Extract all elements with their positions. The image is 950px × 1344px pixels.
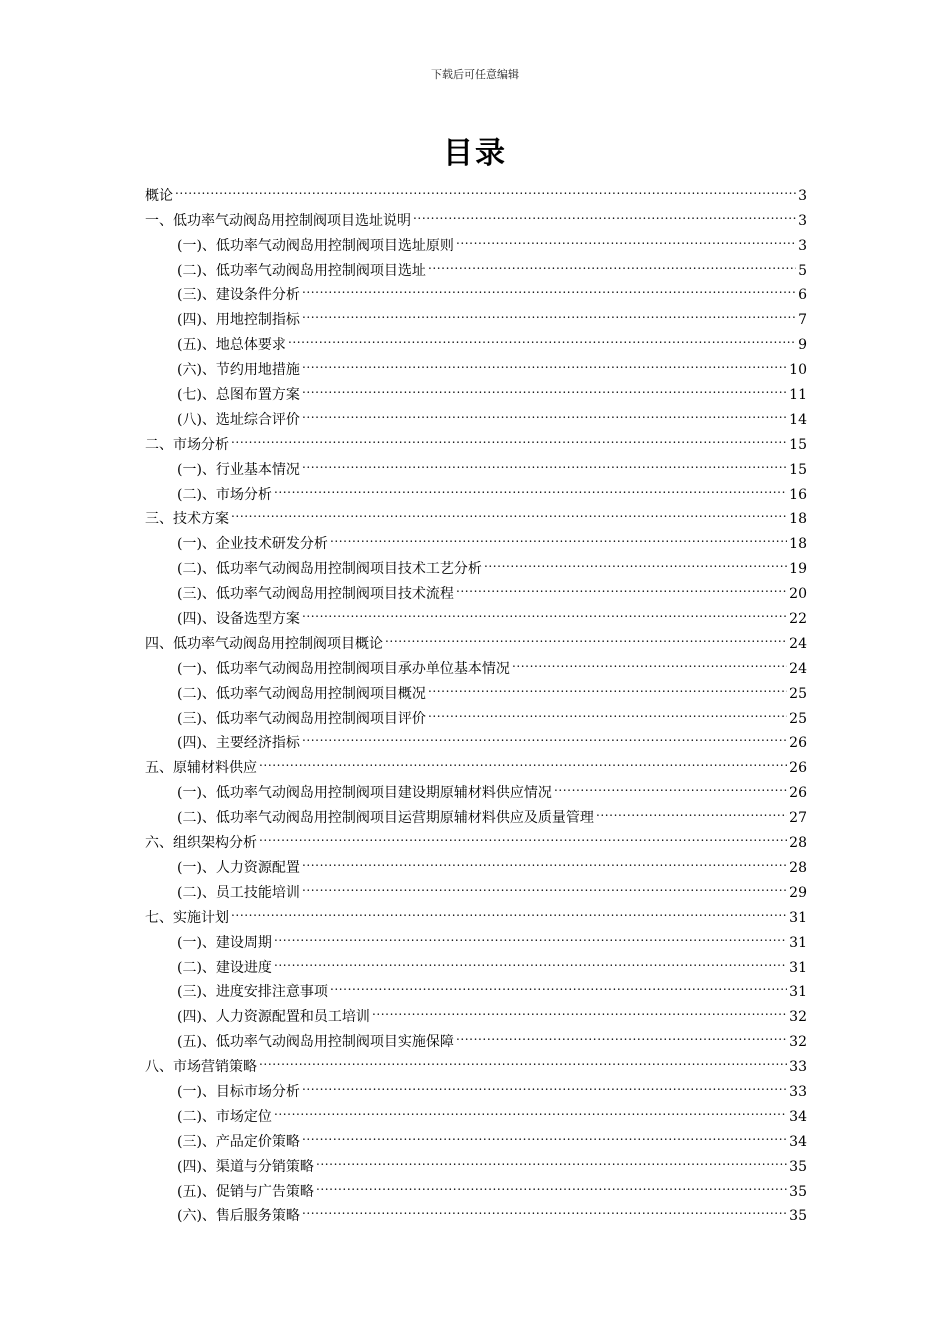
toc-entry-title: (四)、主要经济指标 [177,735,300,752]
toc-entry-title: (二)、低功率气动阀岛用控制阀项目运营期原辅材料供应及质量管理 [177,810,594,827]
toc-entry-title: (四)、渠道与分销策略 [177,1158,314,1175]
toc-leader-dots [302,349,787,374]
toc-entry-page: 3 [798,212,807,229]
toc-entry-page: 16 [789,486,807,503]
toc-entry-page: 26 [789,760,807,777]
toc-entry-title: (一)、建设周期 [177,934,272,951]
toc-leader-dots [372,996,787,1021]
toc-entry-title: (四)、人力资源配置和员工培训 [177,1009,370,1026]
toc-leader-dots [428,698,787,723]
toc-entry[interactable] [145,200,807,229]
toc-entry-page: 31 [789,959,807,976]
toc-entry-title: (二)、低功率气动阀岛用控制阀项目技术工艺分析 [177,561,482,578]
toc-entry-page: 9 [798,337,807,354]
toc-entry-title: (三)、产品定价策略 [177,1133,300,1150]
toc-leader-dots [456,1021,787,1046]
toc-leader-dots [484,548,787,573]
toc-entry-title: 一、低功率气动阀岛用控制阀项目选址说明 [145,212,411,229]
toc-entry-page: 3 [798,187,807,204]
toc-entry-page: 31 [789,934,807,951]
toc-entry-page: 27 [789,810,807,827]
toc-entry-title: (五)、低功率气动阀岛用控制阀项目实施保障 [177,1034,454,1051]
toc-entry-title: (一)、行业基本情况 [177,461,300,478]
toc-leader-dots [302,449,787,474]
toc-entry-page: 6 [798,287,807,304]
toc-entry-title: 六、组织架构分析 [145,835,257,852]
toc-leader-dots [274,1096,787,1121]
toc-entry-title: (一)、目标市场分析 [177,1083,300,1100]
toc-entry[interactable] [145,922,807,951]
toc-entry-page: 26 [789,785,807,802]
toc-leader-dots [175,175,796,200]
toc-entry-title: (一)、人力资源配置 [177,859,300,876]
toc-entry-page: 29 [789,884,807,901]
toc-entry-page: 26 [789,735,807,752]
toc-leader-dots [316,1171,787,1196]
toc-entry[interactable] [145,499,807,528]
toc-entry-page: 14 [789,411,807,428]
toc-entry-title: (一)、低功率气动阀岛用控制阀项目建设期原辅材料供应情况 [177,785,552,802]
toc-entry-page: 19 [789,561,807,578]
toc-entry-title: 四、低功率气动阀岛用控制阀项目概论 [145,635,383,652]
toc-entry-page: 32 [789,1009,807,1026]
toc-leader-dots [316,1146,787,1171]
toc-entry-title: (一)、低功率气动阀岛用控制阀项目选址原则 [177,237,454,254]
toc-entry-title: (二)、低功率气动阀岛用控制阀项目概况 [177,685,426,702]
toc-leader-dots [596,797,787,822]
toc-entry-title: 三、技术方案 [145,511,229,528]
toc-entry-page: 34 [789,1133,807,1150]
toc-entry-page: 33 [789,1083,807,1100]
toc-entry-title: (三)、进度安排注意事项 [177,984,328,1001]
toc-leader-dots [274,947,787,972]
toc-leader-dots [302,399,787,424]
toc-entry-title: (一)、低功率气动阀岛用控制阀项目承办单位基本情况 [177,660,510,677]
toc-leader-dots [259,822,787,847]
toc-entry-page: 31 [789,909,807,926]
table-of-contents [145,175,807,1225]
toc-entry-title: (七)、总图布置方案 [177,387,300,404]
toc-entry-page: 33 [789,1059,807,1076]
toc-entry-page: 31 [789,984,807,1001]
toc-entry-title: (五)、地总体要求 [177,337,286,354]
page-title: 目录 [443,136,507,171]
toc-leader-dots [231,424,787,449]
toc-entry-page: 7 [798,312,807,329]
toc-leader-dots [428,250,796,275]
toc-leader-dots [385,623,787,648]
toc-leader-dots [231,499,787,524]
toc-leader-dots [302,1121,787,1146]
toc-entry-title: (二)、员工技能培训 [177,884,300,901]
toc-leader-dots [302,598,787,623]
toc-leader-dots [302,847,787,872]
toc-entry-page: 3 [798,237,807,254]
toc-entry-title: (六)、售后服务策略 [177,1208,300,1225]
toc-leader-dots [554,772,787,797]
toc-entry-page: 24 [789,635,807,652]
toc-entry[interactable] [145,523,807,553]
toc-entry[interactable] [145,897,807,926]
toc-entry-page: 5 [798,262,807,279]
toc-entry-page: 18 [789,536,807,553]
toc-leader-dots [259,1046,787,1071]
toc-entry[interactable] [145,449,807,478]
toc-entry-page: 22 [789,611,807,628]
toc-entry-title: (一)、企业技术研发分析 [177,536,328,553]
toc-leader-dots [302,723,787,748]
toc-entry-page: 25 [789,685,807,702]
toc-entry-page: 28 [789,835,807,852]
toc-entry-title: (三)、低功率气动阀岛用控制阀项目技术流程 [177,586,454,603]
toc-leader-dots [330,972,787,997]
toc-leader-dots [302,872,787,897]
toc-entry-page: 15 [789,461,807,478]
toc-entry-page: 35 [789,1158,807,1175]
toc-leader-dots [302,1196,787,1221]
toc-entry-title: (五)、促销与广告策略 [177,1183,314,1200]
toc-entry-title: (八)、选址综合评价 [177,411,300,428]
toc-entry-page: 25 [789,710,807,727]
toc-entry-page: 10 [789,362,807,379]
toc-leader-dots [413,200,796,225]
toc-entry-page: 11 [789,387,807,404]
toc-entry-page: 35 [789,1208,807,1225]
toc-entry-title: (二)、市场分析 [177,486,272,503]
page-header: 下载后可任意编辑 [431,68,519,81]
toc-leader-dots [274,474,787,499]
toc-entry[interactable] [145,175,807,204]
toc-entry-title: (四)、用地控制指标 [177,312,300,329]
toc-entry-title: 八、市场营销策略 [145,1059,257,1076]
toc-entry[interactable] [145,424,807,453]
toc-entry-page: 15 [789,436,807,453]
toc-entry-title: (三)、建设条件分析 [177,287,300,304]
toc-leader-dots [456,225,796,250]
toc-leader-dots [274,922,787,947]
toc-leader-dots [302,275,796,300]
toc-leader-dots [302,299,796,324]
toc-leader-dots [428,673,787,698]
toc-leader-dots [259,747,787,772]
toc-leader-dots [302,1071,787,1096]
toc-entry-title: (三)、低功率气动阀岛用控制阀项目评价 [177,710,426,727]
toc-entry-title: (二)、低功率气动阀岛用控制阀项目选址 [177,262,426,279]
toc-entry-title: (四)、设备选型方案 [177,611,300,628]
toc-entry-page: 28 [789,859,807,876]
toc-entry-page: 32 [789,1034,807,1051]
toc-entry-title: 二、市场分析 [145,436,229,453]
toc-entry-page: 24 [789,660,807,677]
toc-leader-dots [330,523,787,548]
toc-entry-page: 20 [789,586,807,603]
toc-leader-dots [512,648,787,673]
toc-leader-dots [288,324,796,349]
toc-entry-page: 35 [789,1183,807,1200]
toc-entry-title: (二)、建设进度 [177,959,272,976]
toc-entry-title: (六)、节约用地措施 [177,362,300,379]
toc-leader-dots [231,897,787,922]
toc-entry-title: 五、原辅材料供应 [145,760,257,777]
toc-entry-title: 七、实施计划 [145,909,229,926]
toc-leader-dots [302,374,787,399]
toc-leader-dots [456,573,787,598]
toc-entry-title: (二)、市场定位 [177,1108,272,1125]
toc-entry-page: 18 [789,511,807,528]
toc-entry-page: 34 [789,1108,807,1125]
toc-entry-title: 概论 [145,187,173,204]
